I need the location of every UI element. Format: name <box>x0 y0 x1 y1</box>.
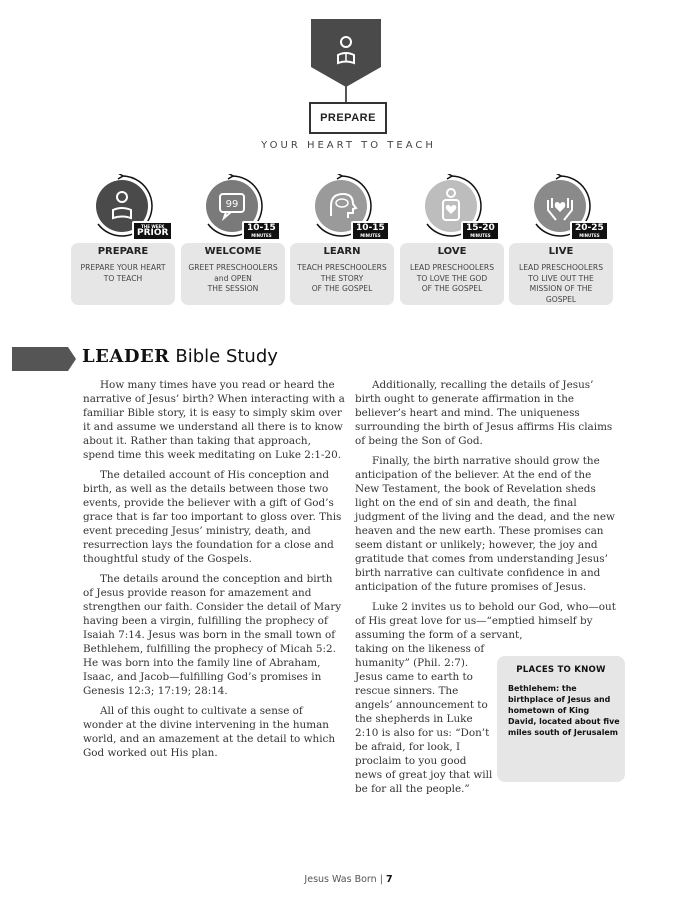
step-name: LOVE <box>437 246 467 257</box>
paragraph: Finally, the birth narrative should grow the anticipation of the believer. At the end of the New Testament, the book of Revelation sheds light on the end of sin and death, the final judgment of the living and the dead, and the new heaven and the new earth. These promises can seem distant or unlikely; however, the joy and gratitude that comes from understanding Jesus’ birth narrative can cultivate confidence in and anticipation of the future promises of Jesus. <box>355 455 615 593</box>
step-love <box>400 178 504 293</box>
banner-subtitle: YOUR HEART TO TEACH <box>261 140 436 151</box>
footer-title: Jesus Was Born <box>304 874 377 885</box>
step-desc: TEACH PRESCHOOLERS THE STORY OF THE GOSPEL <box>297 263 387 293</box>
svg-text:99: 99 <box>225 199 239 210</box>
step-welcome <box>181 178 285 293</box>
step-prepare <box>71 178 175 283</box>
footer-sep: | <box>379 874 383 885</box>
paragraph: The detailed account of His conception and birth, as well as the details between those two events, provide the believer with a gift of God’s grace that is far too important to gloss over. This event preceding Jesus’ ministry, death, and resurrection lays the foundation for a close and thoughtful study of the Gospels. <box>83 469 342 565</box>
time-badge: 10-15 MINUTES <box>351 221 390 241</box>
step-learn <box>290 178 394 293</box>
step-desc: LEAD PRESCHOOLERS TO LOVE THE GOD OF THE GOSPEL <box>409 263 495 293</box>
time-badge: 20-25 MINUTES <box>570 221 609 241</box>
places-title: PLACES TO KNOW <box>516 665 606 675</box>
places-body <box>508 683 620 738</box>
column-left <box>83 378 345 766</box>
step-desc: PREPARE YOUR HEART TO TEACH <box>80 263 166 283</box>
paragraph: How many times have you read or heard the narrative of Jesus’ birth? When interacting with a familiar Bible story, it is easy to simply skim over it and assume we understand all there is to know about it. Rather than taking that approach, spend time this week meditating on Luke 2:1-20. <box>83 379 345 461</box>
place-definition: the birthplace of Jesus and hometown of King David, located about five miles south of Jerusalem <box>508 684 620 737</box>
step-name: PREPARE <box>97 246 149 257</box>
step-name: LEARN <box>323 246 361 257</box>
prepare-label: PREPARE <box>309 102 387 134</box>
paragraph: The details around the conception and birth of Jesus provide reason for amazement and strengthen our faith. Consider the detail of Mary having been a virgin, fulfilling the prophecy of Isaiah 7:14. Jesus was born in the small town of Bethlehem, fulfilling the prophecy of Micah 5:2. He was born into the family line of Abraham, Isaac, and Jacob—fulfilling God’s promises in Genesis 12:3; 17:19; 28:14. <box>83 573 342 697</box>
time-badge: 15-20 MINUTES <box>461 221 500 241</box>
paragraph: Additionally, recalling the details of Jesus’ birth ought to generate affirmation in the believer’s heart and mind. The uniqueness surrounding the birth of Jesus affirms His claims of being the Son of God. <box>355 379 613 447</box>
step-desc: LEAD PRESCHOOLERS TO LIVE OUT THE MISSION OF THE GOSPEL <box>518 263 604 304</box>
step-name: LIVE <box>548 246 574 257</box>
step-name: WELCOME <box>204 246 262 257</box>
prepare-banner-icon <box>311 19 381 89</box>
paragraph: All of this ought to cultivate a sense of wonder at the divine intervening in the human world, and an amazement at the detail to which God worked out His plan. <box>83 705 336 759</box>
heading-tab-icon <box>12 347 76 371</box>
place-term: Bethlehem: <box>508 684 560 693</box>
time-badge: 10-15 MINUTES <box>242 221 281 241</box>
step-live <box>509 178 613 304</box>
paragraph: Luke 2 invites us to behold our God, who—out of His great love for us—“emptied himself by assuming the form of a servant, <box>355 601 616 641</box>
banner-connector <box>345 86 347 102</box>
page-footer <box>0 874 697 885</box>
time-badge: THE WEEK PRIOR <box>132 221 173 241</box>
page-number: 7 <box>385 874 393 885</box>
section-heading: LEADER Bible Study <box>82 346 278 367</box>
paragraph-wrap: taking on the likeness of humanity” (Phil. 2:7). Jesus came to earth to rescue sinners. The angels’ announcement to the shepherds in Luke 2:10 is also for us: “Don’t be afraid, for look, I proclaim to you good news of great joy that will be for all the people.” <box>355 643 493 795</box>
step-desc: GREET PRESCHOOLERS and OPEN THE SESSION <box>188 263 278 293</box>
places-to-know-box <box>497 656 625 782</box>
